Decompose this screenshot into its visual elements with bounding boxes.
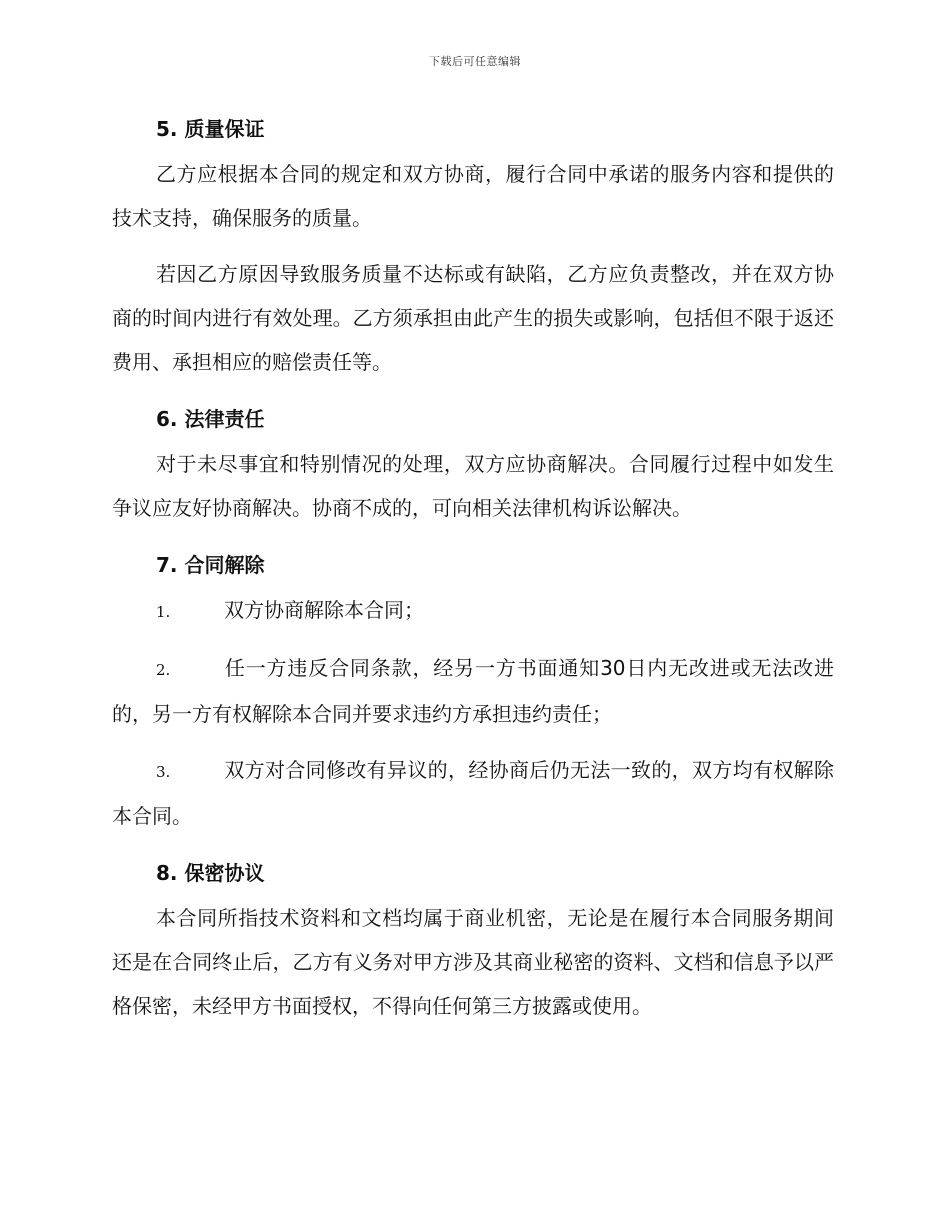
list-item bbox=[112, 646, 834, 736]
list-number: 3. bbox=[156, 763, 171, 781]
paragraph: 对于未尽事宜和特别情况的处理，双方应协商解决。合同履行过程中如发生争议应友好协商解决。协商不成的，可向相关法律机构诉讼解决。 bbox=[112, 452, 834, 520]
document-body bbox=[112, 106, 834, 1040]
list-number: 1. bbox=[156, 603, 171, 621]
paragraph: 乙方应根据本合同的规定和双方协商，履行合同中承诺的服务内容和提供的技术支持，确保服务的质量。 bbox=[112, 162, 834, 230]
section-quality-guarantee bbox=[112, 106, 834, 384]
section-title: 8. 保密协议 bbox=[156, 861, 265, 885]
section-contract-termination bbox=[112, 542, 834, 838]
section-title: 6. 法律责任 bbox=[156, 407, 265, 431]
section-title: 5. 质量保证 bbox=[156, 117, 265, 141]
section-confidentiality bbox=[112, 850, 834, 1028]
section-legal-liability bbox=[112, 396, 834, 530]
list-item bbox=[112, 748, 834, 838]
section-title: 7. 合同解除 bbox=[156, 553, 265, 577]
list-text: 任一方违反合同条款，经另一方书面通知30日内无改进或无法改进的，另一方有权解除本合同并要求违约方承担违约责任； bbox=[112, 656, 834, 726]
list-item bbox=[112, 588, 834, 634]
paragraph: 本合同所指技术资料和文档均属于商业机密，无论是在履行本合同服务期间还是在合同终止后，乙方有义务对甲方涉及其商业秘密的资料、文档和信息予以严格保密，未经甲方书面授权，不得向任何第三方披露或使用。 bbox=[112, 906, 834, 1018]
list-text: 双方对合同修改有异议的，经协商后仍无法一致的，双方均有权解除本合同。 bbox=[112, 758, 834, 828]
list-text: 双方协商解除本合同； bbox=[224, 598, 424, 622]
paragraph: 若因乙方原因导致服务质量不达标或有缺陷，乙方应负责整改，并在双方协商的时间内进行有效处理。乙方须承担由此产生的损失或影响，包括但不限于返还费用、承担相应的赔偿责任等。 bbox=[112, 262, 834, 374]
list-number: 2. bbox=[156, 661, 171, 679]
page-header: 下载后可任意编辑 bbox=[429, 55, 521, 68]
